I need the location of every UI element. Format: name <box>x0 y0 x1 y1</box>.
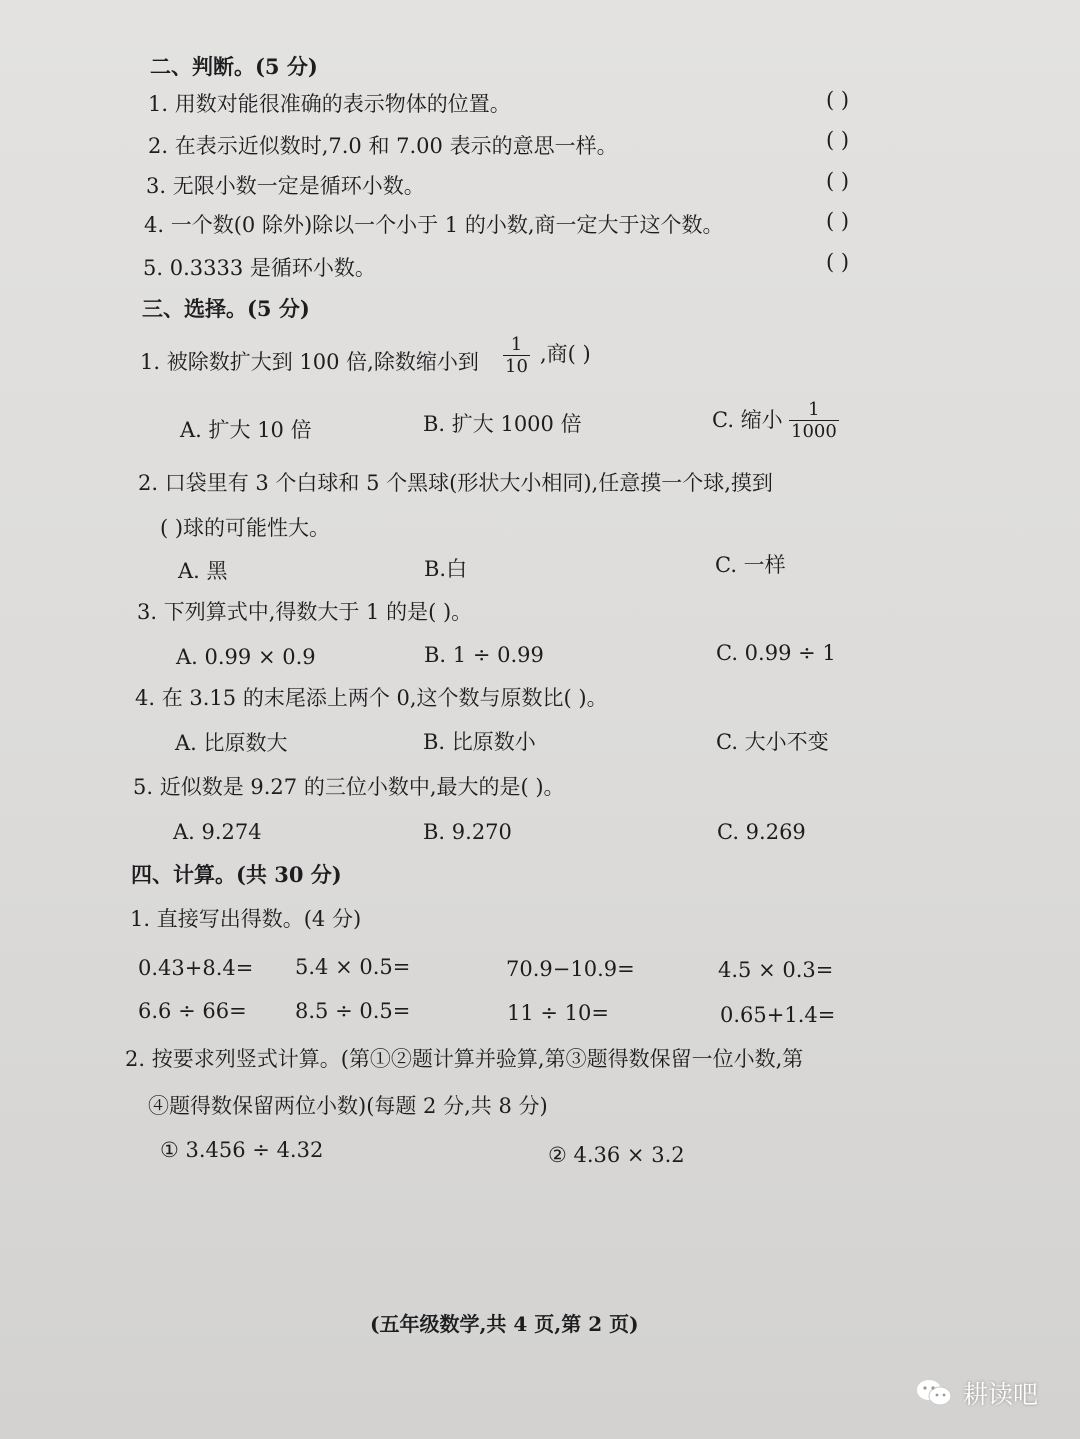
judgment-item-1: 1. 用数对能很准确的表示物体的位置。 <box>148 92 511 116</box>
calc-problem-1: ① 3.456 ÷ 4.32 <box>160 1138 324 1162</box>
calc-problem-2: ② 4.36 × 3.2 <box>548 1143 685 1167</box>
choice-q2-line2: ( )球的可能性大。 <box>160 516 331 540</box>
judgment-item-2: 2. 在表示近似数时,7.0 和 7.00 表示的意思一样。 <box>148 134 618 158</box>
fraction-numerator: 1 <box>510 334 523 355</box>
calc-row2-item-2: 8.5 ÷ 0.5= <box>295 999 411 1023</box>
choice-q4-option-b[interactable]: B. 比原数小 <box>423 730 536 754</box>
choice-q2-option-c[interactable]: C. 一样 <box>715 553 786 577</box>
answer-paren-4[interactable]: ( ) <box>826 209 850 233</box>
choice-q5-option-b[interactable]: B. 9.270 <box>423 820 512 844</box>
choice-q2-option-a[interactable]: A. 黑 <box>178 559 228 583</box>
choice-q4-text: 4. 在 3.15 的末尾添上两个 0,这个数与原数比( )。 <box>135 686 608 710</box>
fraction-numerator: 1 <box>808 399 820 420</box>
fraction-denominator: 1000 <box>791 421 837 442</box>
calc-row1-item-1: 0.43+8.4= <box>138 956 254 980</box>
choice-q4-option-a[interactable]: A. 比原数大 <box>175 731 288 755</box>
choice-q1-option-a[interactable]: A. 扩大 10 倍 <box>180 418 312 442</box>
choice-q1-option-c[interactable]: C. 缩小 <box>712 408 783 432</box>
answer-paren-2[interactable]: ( ) <box>826 128 850 152</box>
calc-sub1-title: 1. 直接写出得数。(4 分) <box>130 907 362 931</box>
choice-q3-text: 3. 下列算式中,得数大于 1 的是( )。 <box>137 600 473 624</box>
wechat-icon <box>915 1377 953 1409</box>
choice-q1-text-end: ,商( ) <box>540 342 591 366</box>
calc-row2-item-4: 0.65+1.4= <box>720 1003 836 1027</box>
page-footer: (五年级数学,共 4 页,第 2 页) <box>370 1312 639 1336</box>
choice-q1-text: 1. 被除数扩大到 100 倍,除数缩小到 <box>140 350 479 374</box>
choice-q3-option-a[interactable]: A. 0.99 × 0.9 <box>176 645 316 669</box>
answer-paren-5[interactable]: ( ) <box>826 250 850 274</box>
answer-paren-3[interactable]: ( ) <box>826 169 850 193</box>
calc-row1-item-3: 70.9−10.9= <box>506 957 635 981</box>
fraction-1-1000 <box>789 400 839 441</box>
choice-q2-option-b[interactable]: B.白 <box>424 557 468 581</box>
choice-q1-option-b[interactable]: B. 扩大 1000 倍 <box>423 412 582 436</box>
calc-row1-item-4: 4.5 × 0.3= <box>718 958 834 982</box>
choice-q5-option-a[interactable]: A. 9.274 <box>173 820 262 844</box>
judgment-item-3: 3. 无限小数一定是循环小数。 <box>146 174 425 198</box>
choice-q5-option-c[interactable]: C. 9.269 <box>717 820 806 844</box>
choice-q3-option-b[interactable]: B. 1 ÷ 0.99 <box>424 643 544 667</box>
choice-q4-option-c[interactable]: C. 大小不变 <box>716 730 829 754</box>
section-judgment-heading: 二、判断。(5 分) <box>150 54 318 79</box>
fraction-denominator: 10 <box>505 356 528 377</box>
section-choice-heading: 三、选择。(5 分) <box>142 296 310 321</box>
judgment-item-5: 5. 0.3333 是循环小数。 <box>143 256 376 280</box>
choice-q3-option-c[interactable]: C. 0.99 ÷ 1 <box>716 641 836 665</box>
section-calc-heading: 四、计算。(共 30 分) <box>131 862 342 887</box>
judgment-item-4: 4. 一个数(0 除外)除以一个小于 1 的小数,商一定大于这个数。 <box>144 213 724 237</box>
watermark <box>915 1375 1038 1411</box>
fraction-1-10 <box>503 335 530 376</box>
calc-row1-item-2: 5.4 × 0.5= <box>295 955 411 979</box>
choice-q5-text: 5. 近似数是 9.27 的三位小数中,最大的是( )。 <box>133 775 565 799</box>
calc-row2-item-3: 11 ÷ 10= <box>507 1001 609 1025</box>
calc-sub2-line2: ④题得数保留两位小数)(每题 2 分,共 8 分) <box>148 1094 548 1118</box>
watermark-text: 耕读吧 <box>963 1380 1039 1409</box>
calc-row2-item-1: 6.6 ÷ 66= <box>138 999 247 1023</box>
choice-q2-line1: 2. 口袋里有 3 个白球和 5 个黑球(形状大小相同),任意摸一个球,摸到 <box>138 471 773 495</box>
calc-sub2-line1: 2. 按要求列竖式计算。(第①②题计算并验算,第③题得数保留一位小数,第 <box>125 1047 804 1071</box>
answer-paren-1[interactable]: ( ) <box>826 88 850 112</box>
